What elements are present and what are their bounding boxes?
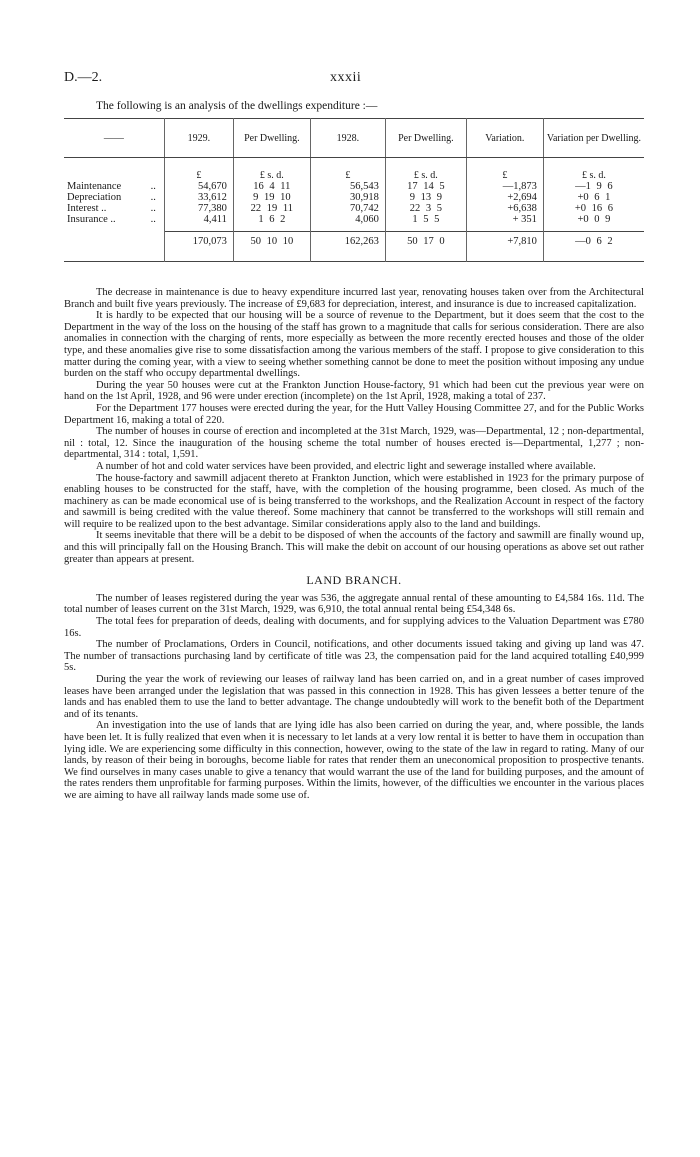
column-header-item: —— bbox=[64, 119, 164, 158]
paragraph: The number of houses in course of erection and incompleted at the 31st March, 1929, was—Departmental, 12 ; non-departmental, nil : total, 12. Since the inauguration of the housing scheme the total number of houses erected is—Departmental, 1,277 ; non-departmental, 314 : total, 1,591. bbox=[64, 426, 644, 461]
unit-row bbox=[64, 158, 644, 182]
cell-1929: 54,670 bbox=[164, 181, 233, 192]
column-header-variation-per-dwelling: Variation per Dwelling. bbox=[543, 119, 644, 158]
cell-variation: +2,694 bbox=[466, 192, 543, 203]
table-row bbox=[64, 192, 644, 203]
cell-variation-per-dwelling: —1 9 6 bbox=[543, 181, 644, 192]
paragraph: A number of hot and cold water services have been provided, and electric light and sewerage installed where available. bbox=[96, 460, 596, 472]
cell-variation-per-dwelling: +0 6 1 bbox=[543, 192, 644, 203]
column-header-1929: 1929. bbox=[164, 119, 233, 158]
cell-variation: —1,873 bbox=[466, 181, 543, 192]
cell-1928: 70,742 bbox=[310, 203, 385, 214]
cell-per-dwelling-1929: 22 19 11 bbox=[233, 203, 310, 214]
row-leader-dots: .. bbox=[150, 203, 156, 214]
cell-per-dwelling-1928: 17 14 5 bbox=[385, 181, 466, 192]
cell-variation: +6,638 bbox=[466, 203, 543, 214]
unit-cell: £ s. d. bbox=[543, 158, 644, 182]
row-label: Depreciation bbox=[67, 192, 122, 203]
row-leader-dots: .. bbox=[150, 214, 156, 226]
cell-per-dwelling-1929: 1 6 2 bbox=[233, 214, 310, 232]
cell-variation: + 351 bbox=[466, 214, 543, 232]
row-label: Maintenance bbox=[67, 181, 122, 192]
total-per-dwelling-1929: 50 10 10 bbox=[233, 232, 310, 262]
paragraph: The number of leases registered during the year was 536, the aggregate annual rental of these amounting to £4,584 16s. 11d. The total number of leases current on the 31st March, 1929, was 6,910, the total annual rental being £54,348 6s. bbox=[64, 592, 644, 616]
paragraph: An investigation into the use of lands that are lying idle has also been carried on during the year, and, where possible, the lands have been let. It is fully realized that even when it is necessary to let lands at a very low rental it is better to have them in occupation than lying idle. We are experiencing some difficulty in this connection, however, owing to the state of the law in regard to rating. Many of our lands, by reason of their being in boroughs, become liable for rates that render them an uneconomical proposition to prospective tenants. We find ourselves in many cases unable to give a tenancy that would warrant the use of the land for building purposes, and the amount of the rates renders them unprofitable for farming purposes. Within the limits, however, of the difficulties we encounter in the various places we are aiming to have all railway lands made some use of. bbox=[64, 720, 644, 801]
dwellings-expenditure-table bbox=[64, 118, 644, 262]
paragraph: During the year the work of reviewing our leases of railway land has been carried on, and in a great number of cases improved leases have been arranged under the legislation that was passed in this connection in 1928. This has given lessees a better tenure of the lands and has enabled them to use the land to better advantage. The change undoubtedly will work to the benefit both of the Department and of its tenants. bbox=[64, 674, 644, 720]
cell-1928: 4,060 bbox=[310, 214, 385, 232]
total-variation-per-dwelling: —0 6 2 bbox=[543, 232, 644, 262]
table-header-row bbox=[64, 119, 644, 158]
paragraph: It is hardly to be expected that our housing will be a source of revenue to the Department, but it does seem that the cost to the Department in the way of the loss on the housing of the staff has grown to a magnitude that calls for serious consideration. There are also anomalies in connection with the charging of rents, more especially as between the more recently erected houses and those of the older type, and these anomalies give rise to some dissatisfaction among the various members of the staff. I propose to give consideration to this matter during the coming year, with a view to seeing whether something cannot be done to meet the position without imposing any undue burden on the staff who occupy departmental dwellings. bbox=[64, 310, 644, 380]
page-number: xxxii bbox=[330, 70, 362, 85]
paragraph: The number of Proclamations, Orders in Council, notifications, and other documents issued taking and giving up land was 47. The number of transactions purchasing land by certificate of title was 23, the compensation paid for the land acquired totalling £40,999 5s. bbox=[64, 639, 644, 674]
document-reference: D.—2. bbox=[64, 70, 103, 85]
report-body bbox=[64, 287, 644, 802]
cell-per-dwelling-1928: 9 13 9 bbox=[385, 192, 466, 203]
cell-1928: 30,918 bbox=[310, 192, 385, 203]
column-header-per-dwelling-1929: Per Dwelling. bbox=[233, 119, 310, 158]
unit-cell: £ bbox=[164, 158, 233, 182]
unit-cell: £ s. d. bbox=[385, 158, 466, 182]
column-header-1928: 1928. bbox=[310, 119, 385, 158]
column-header-per-dwelling-1928: Per Dwelling. bbox=[385, 119, 466, 158]
row-leader-dots: .. bbox=[150, 181, 156, 192]
cell-per-dwelling-1928: 22 3 5 bbox=[385, 203, 466, 214]
row-leader-dots: .. bbox=[150, 192, 156, 203]
paragraph: During the year 50 houses were cut at the Frankton Junction House-factory, 91 which had been cut the previous year were on hand on the 1st April, 1928, and 96 were under erection (incomplete) on the 1st April, 1928, making a total of 237. bbox=[64, 379, 644, 403]
cell-variation-per-dwelling: +0 0 9 bbox=[543, 214, 644, 232]
total-1929: 170,073 bbox=[164, 232, 233, 262]
cell-1929: 4,411 bbox=[164, 214, 233, 232]
cell-1929: 33,612 bbox=[164, 192, 233, 203]
column-header-variation: Variation. bbox=[466, 119, 543, 158]
cell-1929: 77,380 bbox=[164, 203, 233, 214]
table-row bbox=[64, 214, 644, 232]
table-row bbox=[64, 203, 644, 214]
paragraph: The house-factory and sawmill adjacent thereto at Frankton Junction, which were established in 1923 for the primary purpose of enabling houses to be constructed for the staff, have, with the completion of the housing programme, been closed. As much of the machinery as can be made economical use of is being transferred to the workshops, and the Realization Account in respect of the factory and sawmill is being credited with the value thereof. Some machinery that cannot be transferred to the workshops will still remain and will require to be realized upon to the best advantage. Similar considerations apply also to the land and buildings. bbox=[64, 472, 644, 530]
total-variation: +7,810 bbox=[466, 232, 543, 262]
table-intro: The following is an analysis of the dwellings expenditure :— bbox=[96, 100, 378, 112]
cell-per-dwelling-1929: 9 19 10 bbox=[233, 192, 310, 203]
row-label: Insurance .. bbox=[67, 214, 116, 226]
paragraph: The decrease in maintenance is due to heavy expenditure incurred last year, renovating houses taken over from the Architectural Branch and built five years previously. The increase of £9,683 for depreciation, interest, and insurance is due to increased capitalization. bbox=[64, 287, 644, 310]
paragraph: For the Department 177 houses were erected during the year, for the Hutt Valley Housing Committee 27, and for the Public Works Department 16, making a total of 220. bbox=[64, 402, 644, 426]
cell-per-dwelling-1929: 16 4 11 bbox=[233, 181, 310, 192]
cell-1928: 56,543 bbox=[310, 181, 385, 192]
unit-cell: £ bbox=[310, 158, 385, 182]
total-1928: 162,263 bbox=[310, 232, 385, 262]
cell-per-dwelling-1928: 1 5 5 bbox=[385, 214, 466, 232]
unit-cell: £ s. d. bbox=[233, 158, 310, 182]
section-heading-land-branch: LAND BRANCH. bbox=[306, 573, 402, 588]
unit-cell: £ bbox=[466, 158, 543, 182]
cell-variation-per-dwelling: +0 16 6 bbox=[543, 203, 644, 214]
row-label: Interest .. bbox=[67, 203, 107, 214]
paragraph: The total fees for preparation of deeds, dealing with documents, and for supplying advices to the Valuation Department was £780 16s. bbox=[64, 616, 644, 639]
total-per-dwelling-1928: 50 17 0 bbox=[385, 232, 466, 262]
table-row bbox=[64, 181, 644, 192]
paragraph: It seems inevitable that there will be a debit to be disposed of when the accounts of the factory and sawmill are finally wound up, and this will principally fall on the Housing Branch. This will make the debit on account of our housing operations as above set out rather greater than appears at present. bbox=[64, 530, 644, 565]
table-total-row bbox=[64, 232, 644, 262]
